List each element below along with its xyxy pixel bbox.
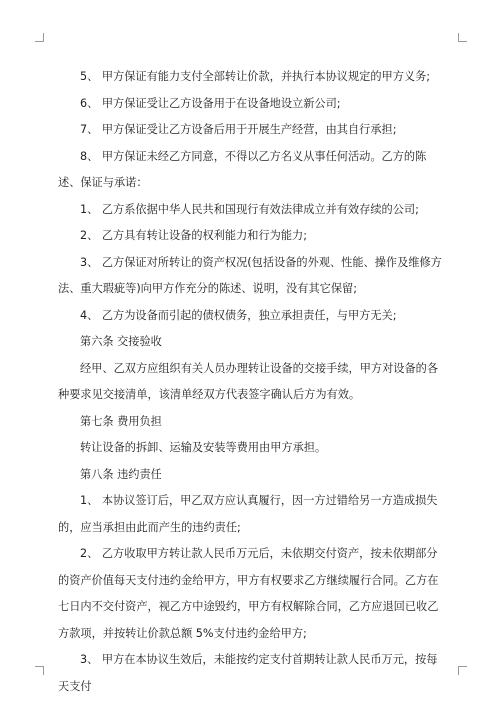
document-body [58, 64, 446, 700]
paragraph: 3、 甲方在本协议生效后，未能按约定支付首期转让款人民币万元，按每天支付 [58, 653, 438, 693]
crop-mark-top-right [458, 33, 467, 42]
paragraph: 经甲、乙双方应组织有关人员办理转让设备的交接手续，甲方对设备的各种要求见交接清单，该清单经双方代表签字确认后方为有效。 [58, 361, 439, 401]
section-heading: 第七条 费用负担 [80, 414, 162, 428]
paragraph: 1、 乙方系依据中华人民共和国现行有效法律成立并有效存续的公司; [80, 202, 419, 216]
paragraph: 转让设备的拆卸、运输及安装等费用由甲方承担。 [80, 441, 327, 454]
paragraph: 7、 甲方保证受让乙方设备后用于开展生产经营，由其自行承担; [80, 123, 397, 136]
paragraph: 4、 乙方为设备而引起的债权债务，独立承担责任，与甲方无关; [80, 308, 397, 322]
paragraph: 3、 乙方保证对所转让的资产权况(包括设备的外观、性能、操作及维修方法、重大瑕疵等)向甲方作充分的陈述、说明，没有其它保留; [58, 255, 442, 295]
paragraph: 8、 甲方保证未经乙方同意，不得以乙方名义从事任何活动。乙方的陈述、保证与承诺： [58, 149, 427, 189]
paragraph: 1、 本协议签订后，甲乙双方应认真履行，因一方过错给另一方造成损失的，应当承担由此而产生的违约责任; [58, 494, 438, 534]
paragraph: 5、 甲方保证有能力支付全部转让价款，并执行本协议规定的甲方义务; [80, 70, 431, 83]
crop-mark-bottom-left [35, 666, 44, 675]
paragraph: 2、 乙方具有转让设备的权利能力和行为能力; [80, 229, 308, 242]
paragraph: 6、 甲方保证受让乙方设备用于在设备地设立新公司; [80, 96, 341, 110]
crop-mark-top-left [35, 33, 44, 42]
paragraph: 2、 乙方收取甲方转让款人民币万元后，未依期交付资产，按未依期部分的资产价值每天支付违约金给甲方，甲方有权要求乙方继续履行合同。乙方在七日内不交付资产，视乙方中途毁约，甲方有权解除合同，乙方应退回已收乙方款项，并按转让价款总额 5%支付违约金给甲方; [58, 547, 439, 640]
section-heading: 第六条 交接验收 [80, 335, 162, 348]
crop-mark-bottom-right [458, 666, 467, 675]
section-heading: 第八条 违约责任 [80, 467, 162, 481]
